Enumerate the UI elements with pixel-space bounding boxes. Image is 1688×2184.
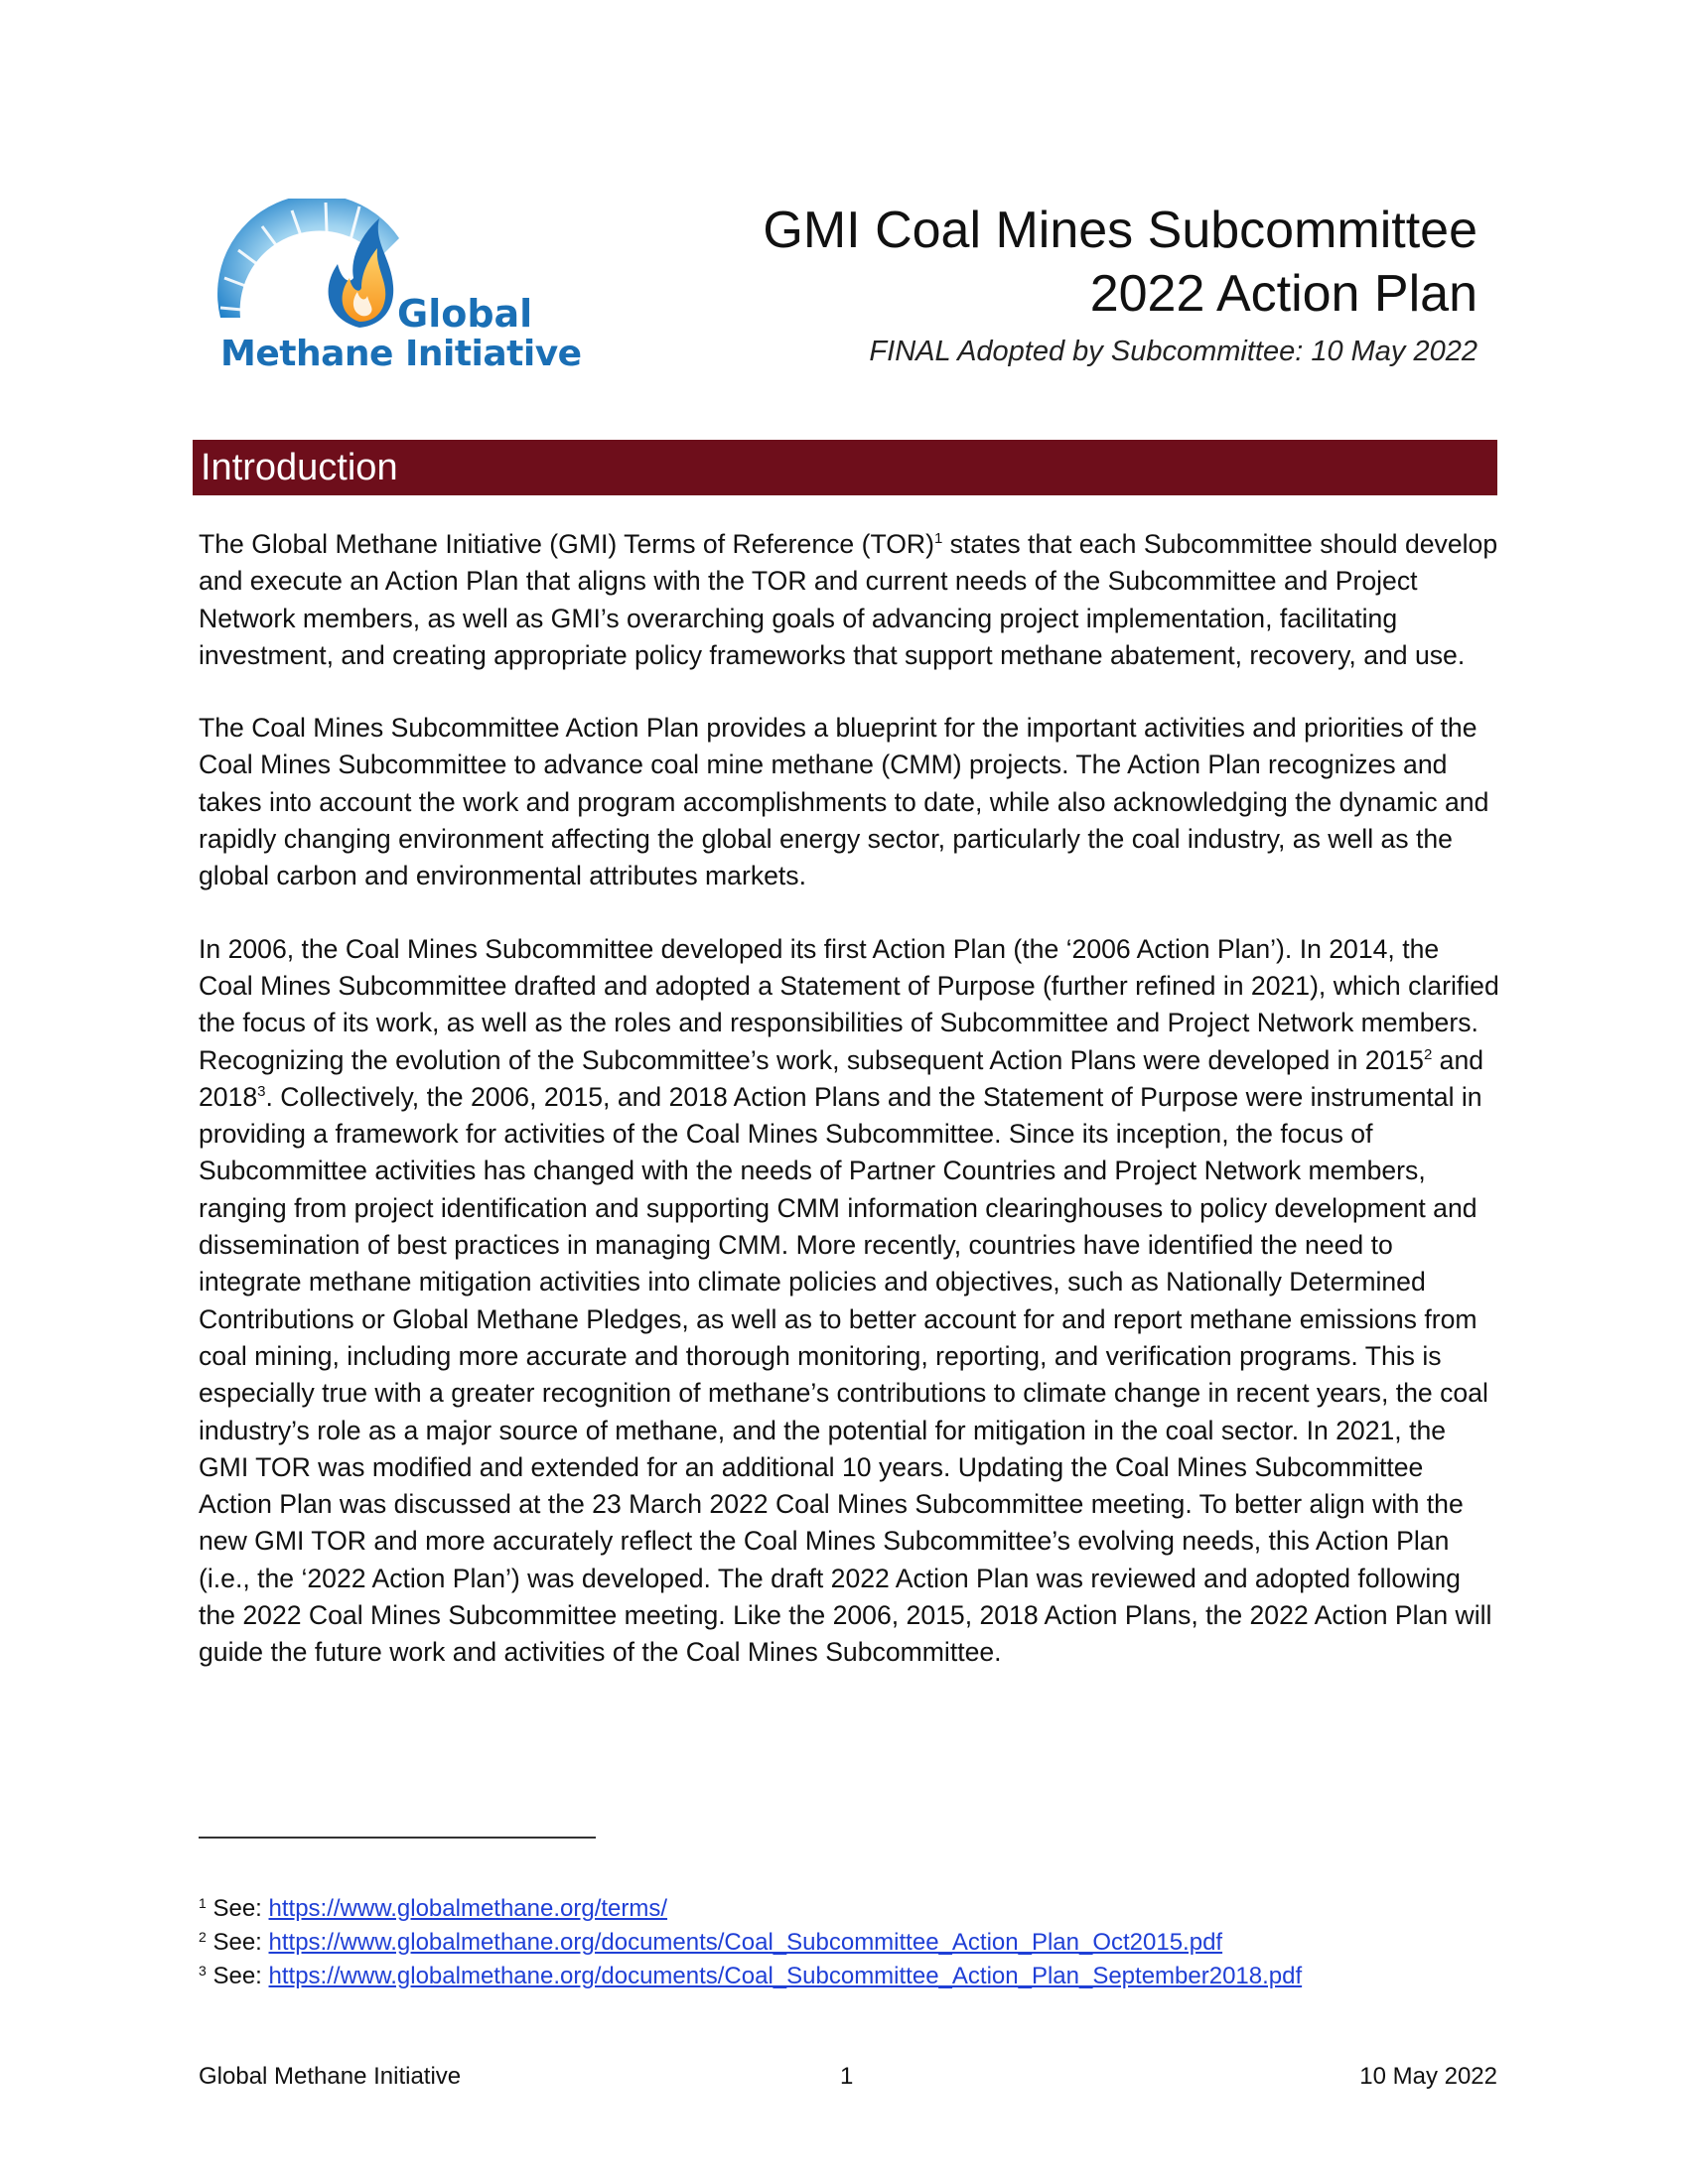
document-title-block	[763, 199, 1477, 368]
paragraph-1	[199, 526, 1499, 674]
document-body	[199, 526, 1499, 1707]
footnote-number: 1	[199, 1895, 207, 1911]
footnote-3	[199, 1960, 1489, 1993]
footnote-prefix: See:	[206, 1895, 269, 1922]
footnote-2	[199, 1926, 1489, 1960]
footnote-separator	[199, 1837, 596, 1839]
paragraph-3-text-c: . Collectively, the 2006, 2015, and 2018 Action Plans and the Statement of Purpose were instrumental in providing a framework for activities of the Coal Mines Subcommittee. Since its inception, the focus of Subcommittee activities has changed with the needs of Partner Countries and Project Network members, ranging from project identification and supporting CMM information clearinghouses to policy development and dissemination of best practices in managing CMM. More recently, countries have identified the need to integrate methane mitigation activities into climate policies and objectives, such as Nationally Determined Contributions or Global Methane Pledges, as well as to better account for and report methane emissions from coal mining, including more accurate and thorough monitoring, reporting, and verification programs. This is especially true with a greater recognition of methane’s contributions to climate change in recent years, the coal industry’s role as a major source of methane, and the potential for mitigation in the coal sector. In 2021, the GMI TOR was modified and extended for an additional 10 years. Updating the Coal Mines Subcommittee Action Plan was discussed at the 23 March 2022 Coal Mines Subcommittee meeting. To better align with the new GMI TOR and more accurately reflect the Coal Mines Subcommittee’s evolving needs, this Action Plan (i.e., the ‘2022 Action Plan’) was developed. The draft 2022 Action Plan was reviewed and adopted following the 2022 Coal Mines Subcommittee meeting. Like the 2006, 2015, 2018 Action Plans, the 2022 Action Plan will guide the future work and activities of the Coal Mines Subcommittee.	[199, 1081, 1492, 1668]
footnotes	[199, 1892, 1489, 1993]
footnote-1	[199, 1892, 1489, 1926]
paragraph-3	[199, 931, 1499, 1672]
footnote-prefix: See:	[206, 1963, 269, 1989]
document-title-line2: 2022 Action Plan	[1089, 265, 1477, 323]
paragraph-1-text-a: The Global Methane Initiative (GMI) Terms of Reference (TOR)	[199, 529, 934, 559]
sunburst-flame-icon	[211, 199, 409, 338]
footer-date: 10 May 2022	[1359, 2063, 1497, 2090]
footnote-ref-3[interactable]: 3	[257, 1082, 266, 1100]
paragraph-2: The Coal Mines Subcommittee Action Plan provides a blueprint for the important activities and priorities of the Coal Mines Subcommittee to advance coal mine methane (CMM) projects. The Action Plan recognizes and takes into account the work and program accomplishments to date, while also acknowledging the dynamic and rapidly changing environment affecting the global energy sector, particularly the coal industry, as well as the global carbon and environmental attributes markets.	[199, 713, 1489, 891]
document-subtitle: FINAL Adopted by Subcommittee: 10 May 2022	[869, 336, 1477, 367]
footer-organization: Global Methane Initiative	[199, 2063, 462, 2090]
footnote-link-2015-plan[interactable]: https://www.globalmethane.org/documents/Coal_Subcommittee_Action_Plan_Oct2015.pdf	[268, 1929, 1223, 1956]
document-title-line1: GMI Coal Mines Subcommittee	[763, 202, 1477, 259]
page-footer	[199, 2063, 1497, 2095]
paragraph-3-text-b: and 2018	[199, 1044, 1484, 1112]
footnote-link-terms[interactable]: https://www.globalmethane.org/terms/	[268, 1895, 668, 1922]
footnote-prefix: See:	[206, 1929, 269, 1956]
paragraph-1-text-b: states that each Subcommittee should develop and execute an Action Plan that aligns with the TOR and current needs of the Subcommittee and Project Network members, as well as GMI’s overarching goals of advancing project implementation, facilitating investment, and creating appropriate policy frameworks that support methane abatement, recovery, and use.	[199, 529, 1498, 670]
footnote-ref-1[interactable]: 1	[933, 530, 943, 547]
paragraph-3-text-a: In 2006, the Coal Mines Subcommittee developed its first Action Plan (the ‘2006 Action Plan’). In 2014, the Coal Mines Subcommittee drafted and adopted a Statement of Purpose (further refined in 2021), which clarified the focus of its work, as well as the roles and responsibilities of Subcommittee and Project Network members. Recognizing the evolution of the Subcommittee’s work, subsequent Action Plans were developed in 2015	[199, 933, 1499, 1075]
section-heading-introduction: Introduction	[193, 440, 1497, 495]
footnote-ref-2[interactable]: 2	[1423, 1045, 1433, 1063]
footnote-number: 3	[199, 1963, 207, 1979]
footnote-number: 2	[199, 1929, 207, 1945]
logo-text-methane-initiative: Methane Initiative	[220, 334, 582, 374]
footnote-link-2018-plan[interactable]: https://www.globalmethane.org/documents/Coal_Subcommittee_Action_Plan_September2018.pdf	[268, 1963, 1303, 1989]
logo-text-global: Global	[397, 292, 533, 336]
footer-page-number: 1	[840, 2063, 854, 2090]
